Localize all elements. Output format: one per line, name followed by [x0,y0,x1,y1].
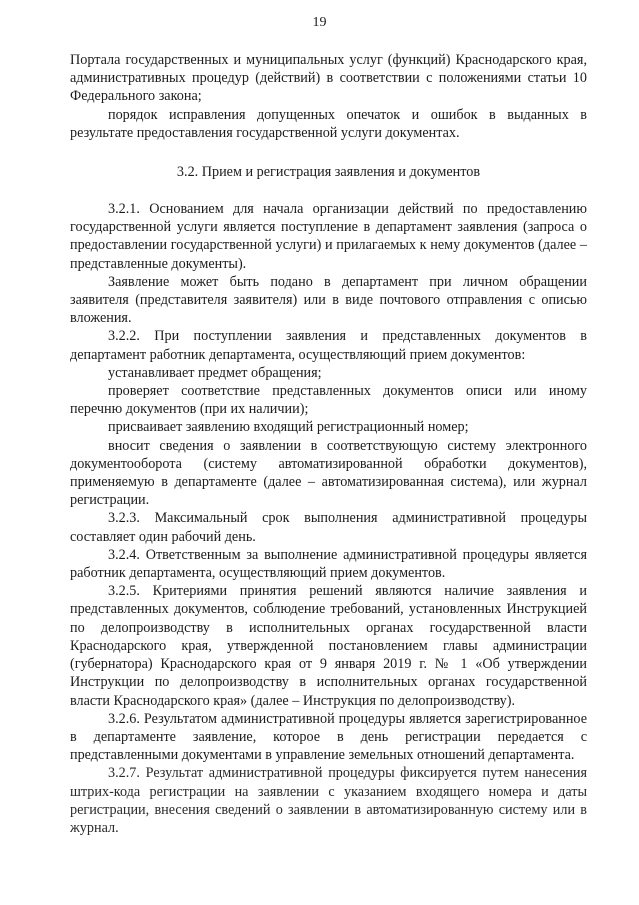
list-item-check: проверяет соответствие представленных документов описи или иному перечню документов (при их наличии); [70,383,587,418]
paragraph-3-2-3: 3.2.3. Максимальный срок выполнения административной процедуры составляет один рабочий день. [70,510,587,545]
paragraph-3-2-2: 3.2.2. При поступлении заявления и представленных документов в департамент работник департамента, осуществляющий прием документов: [70,328,587,363]
intro-paragraph-1: Портала государственных и муниципальных услуг (функций) Краснодарского края, административных процедур (действий) в соответствии с положениями статьи 10 Федерального закона; [70,52,587,105]
paragraph-3-2-4: 3.2.4. Ответственным за выполнение административной процедуры является работник департамента, осуществляющий прием документов. [70,546,587,582]
paragraph-3-2-6: 3.2.6. Результатом административной процедуры является зарегистрированное в департаменте заявление, которое в день регистрации передается с представленными документами в управление земельных отношений департамента. [70,710,587,764]
list-item-number: присваивает заявлению входящий регистрационный номер; [108,419,469,436]
list-item-record: вносит сведения о заявлении в соответствующую систему электронного документооборота (систему автоматизированной обработки документов), применяемую в департаменте (далее – автоматизированная система), или журнал регистрации. [70,437,587,509]
paragraph-3-2-7: 3.2.7. Результат административной процедуры фиксируется путем нанесения штрих-кода регистрации на заявлении с указанием входящего номера и даты регистрации, внесения сведений о заявлении в автоматизированную систему или в журнал. [70,765,587,836]
document-body [70,51,587,837]
paragraph-3-2-1: 3.2.1. Основанием для начала организации действий по предоставлению государственной услуги является поступление в департамент заявления (запроса о предоставлении государственной услуги) и прилагаемых к нему документов (далее – представленные документы). [70,201,587,272]
section-title: 3.2. Прием и регистрация заявления и документов [176,164,481,181]
intro-paragraph-2: порядок исправления допущенных опечаток и ошибок в выданных в результате предоставления государственной услуги документах. [70,106,587,141]
paragraph-application-submission: Заявление может быть подано в департамент при личном обращении заявителя (представителя заявителя) или в виде почтового отправления с описью вложения. [70,273,587,327]
paragraph-3-2-5: 3.2.5. Критериями принятия решений являются наличие заявления и представленных документов, соблюдение требований, установленных Инструкцией по делопроизводству в исполнительных органах государственной власти Краснодарского края, утвержденной постановлением главы администрации (губернатора) Краснодарского края от 9 января 2019 г. № 1 «Об утверждении Инструкции по делопроизводству в исполнительных органах государственной власти Краснодарского края» (далее – Инструкция по делопроизводству). [70,583,587,709]
page-number: 19 [312,15,327,30]
list-item-subject: устанавливает предмет обращения; [108,364,322,381]
